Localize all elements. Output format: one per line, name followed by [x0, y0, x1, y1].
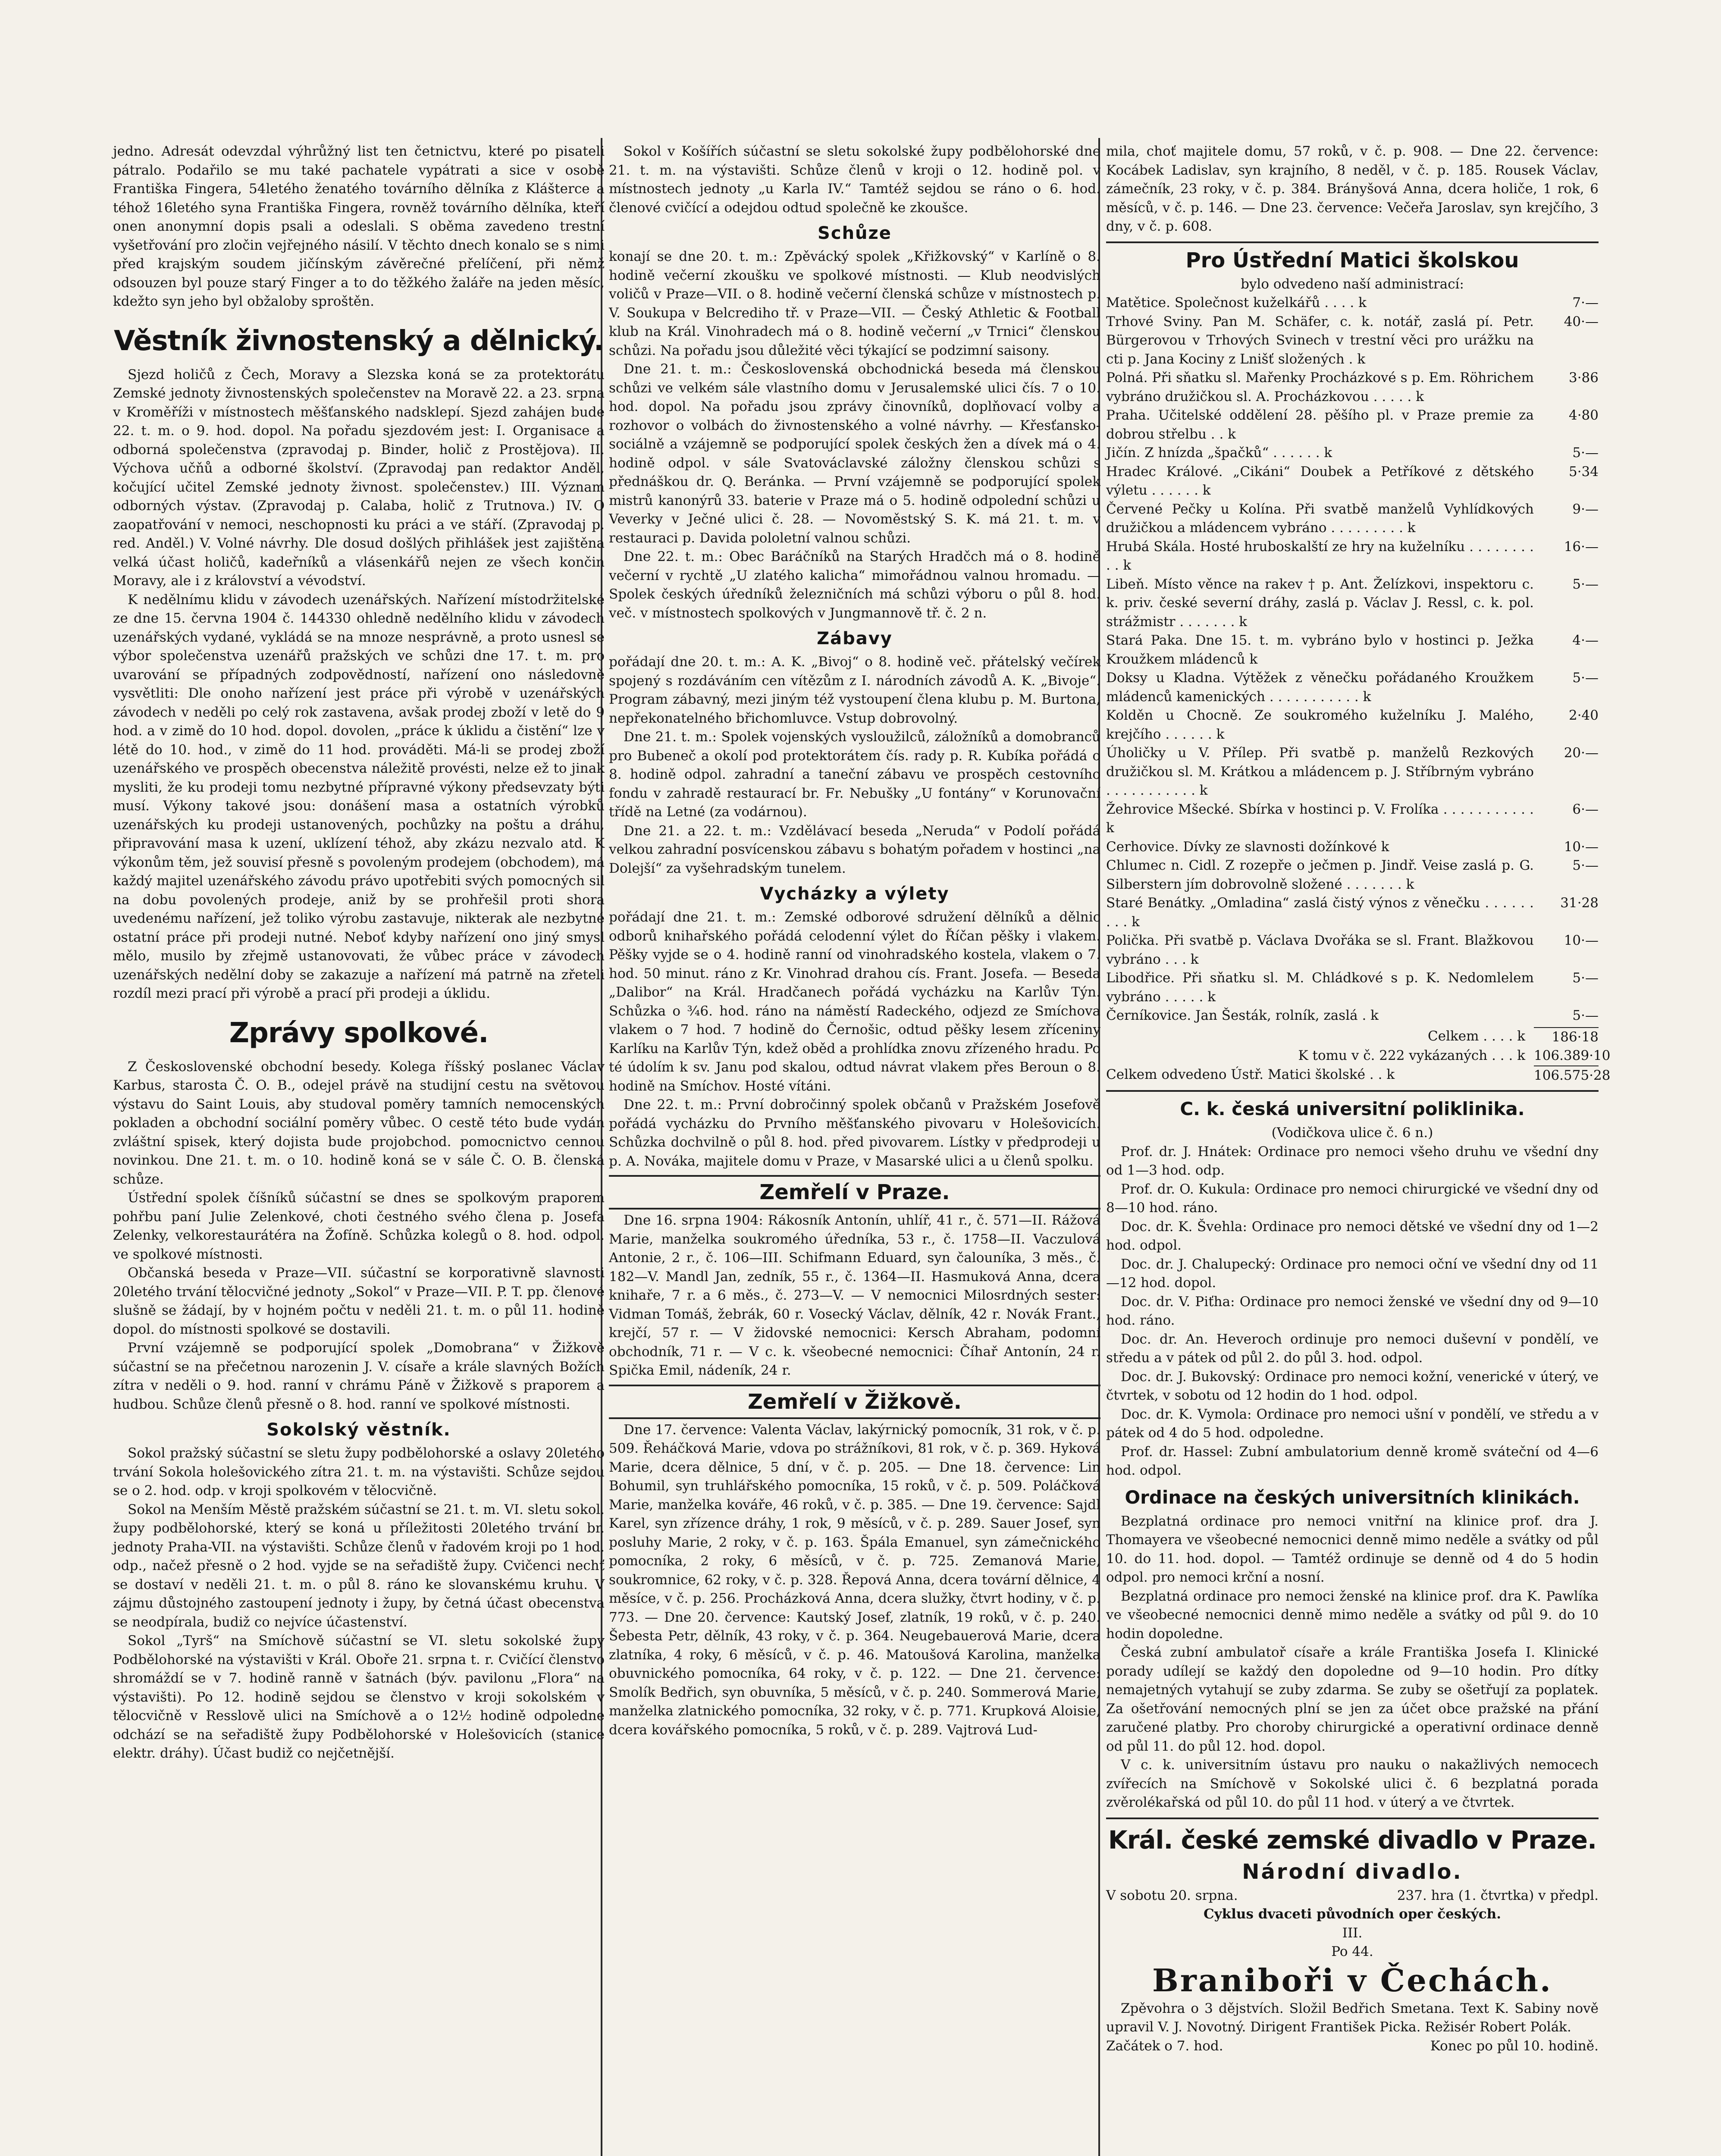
- poliklinika-entry: Doc. dr. J. Bukovský: Ordinace pro nemoci kožní, venerické v úterý, ve čtvrtek, v sobotu od 12 hodin do 1 hod. odpol.: [1106, 1369, 1599, 1403]
- donation-text: Staré Benátky. „Omladina“ zaslá čistý výnos z věnečku . . . . . . . . . k: [1106, 895, 1534, 930]
- theatre-name: Národní divadlo.: [1242, 1859, 1463, 1884]
- donation-amount: 10·—: [1564, 933, 1599, 948]
- performance-date: V sobotu 20. srpna.: [1106, 1887, 1238, 1903]
- performance-title: Braniboři v Čechách.: [1152, 1962, 1552, 1999]
- donation-row: [1106, 894, 1599, 931]
- donation-amount: 5·34: [1568, 464, 1599, 479]
- donation-row: [1106, 575, 1599, 632]
- section-heading-zpravy-spolkove: Zprávy spolkové.: [229, 1017, 489, 1049]
- article-zabavy-21: Dne 21. t. m.: Spolek vojenských vysloužilců, záložníků a domobranců pro Bubeneč a okolí pod protektorátem čís. rady p. R. Kubíka pořádá o 8. hodině odpol. zahradní a taneční zábavu ve prospěch cestovního fondu v zahradě restaurací br. Fr. Nebušky „U fontány“ v Korunovační třídě na Letné (za vodárnou).: [609, 729, 1100, 820]
- ordinace-list: [1106, 1512, 1599, 1812]
- article-zabavy-21-22: Dne 21. a 22. t. m.: Vzdělávací beseda „Neruda“ v Podolí pořádá velkou zahradní posvícenskou zábavu s bohatým pořadem v hostinci „na Dolejší“ za vyšehradským tunelem.: [609, 823, 1100, 876]
- donation-amount: 5·—: [1572, 1008, 1599, 1023]
- donation-amount: 2·40: [1568, 708, 1599, 723]
- section-heading-matice: Pro Ústřední Matici školskou: [1185, 248, 1519, 273]
- column-3: [1106, 142, 1611, 2156]
- grand-total-label: Celkem odvedeno Ústř. Matici školské . . k: [1106, 1066, 1395, 1082]
- previous-amount: 106.389·10: [1534, 1048, 1611, 1063]
- section-heading-zabavy: Zábavy: [817, 629, 893, 649]
- total-amount: 186·18: [1534, 1027, 1599, 1047]
- section-heading-schuze: Schůze: [818, 223, 892, 243]
- donation-row: [1106, 406, 1599, 444]
- matice-donation-list: [1106, 294, 1599, 1025]
- donation-row: [1106, 931, 1599, 969]
- donation-amount: 9·—: [1572, 501, 1599, 517]
- poliklinika-entry: Doc. dr. J. Chalupecký: Ordinace pro nemoci oční ve všední dny od 11—12 hod. dopol.: [1106, 1256, 1599, 1291]
- donation-row: [1106, 500, 1599, 538]
- donation-row: [1106, 744, 1599, 800]
- poliklinika-entry: Doc. dr. K. Vymola: Ordinace pro nemoci ušní v pondělí, ve středu a v pátek od 4 do 5 hod. odpoledne.: [1106, 1406, 1599, 1441]
- article-zemreli-zizkov: Dne 17. července: Valenta Václav, lakýrnický pomocník, 31 rok, v č. p. 509. Řeháčková Marie, vdova po strážníkovi, 81 rok, v č. p. 369. Hyková Marie, dcera dělnice, 5 dní, v č. p. 205. — Dne 18. července: Lin Bohumil, syn truhlářského pomocníka, 15 roků, v č. p. 509. Poláčková Marie, manželka kováře, 46 roků, v č. p. 385. — Dne 19. července: Sajdl Karel, syn zřízence dráhy, 1 rok, 9 měsíců, v č. p. 289. Sauer Josef, syn posluhy Marie, 2 roky, v č. p. 163. Špála Emanuel, syn zámečnického pomocníka, 2 roky, 6 měsíců, v č. p. 725. Zemanová Marie, soukromnice, 62 roky, v č. p. 328. Řepová Anna, dcera tovární dělnice, 4 měsíce, v č. p. 256. Procházková Anna, dcera služky, čtvrt hodiny, v č. p. 773. — Dne 20. července: Kautský Josef, zlatník, 19 roků, v č. p. 240. Šebesta Petr, dělník, 43 roky, v č. p. 364. Neugebauerová Marie, dcera zlatníka, 4 roky, 6 měsíců, v č. p. 46. Matoušová Karolina, manželka obuvnického pomocníka, 64 roky, v č. p. 122. — Dne 21. července: Smolík Bedřich, syn obuvníka, 5 měsíců, v č. p. 240. Sommerová Marie, manželka zlatnického pomocníka, 32 roky, v č. p. 771. Krupková Aloisie, dcera kovářského pomocníka, 5 roků, v č. p. 289. Vajtrová Lud-: [609, 1422, 1100, 1738]
- donation-row: [1106, 969, 1599, 1006]
- donation-text: Chlumec n. Cidl. Z rozepře o ječmen p. Jindř. Veise zaslá p. G. Silberstern jím dobrovolně složené . . . . . . . k: [1106, 858, 1534, 892]
- poliklinika-entry: Doc. dr. An. Heveroch ordinuje pro nemoci duševní v pondělí, ve středu a v pátek od půl 2. do půl 3. hod. odpol.: [1106, 1331, 1599, 1366]
- donation-amount: 5·—: [1572, 445, 1599, 461]
- article-nedelni-klid: K nedělnímu klidu v závodech uzenářských. Nařízení místodržitelské ze dne 15. června 1904 č. 144330 ohledně nedělního klidu v závodech uzenářských vydané, vykládá se na mnoze nesprávně, a proto usnesl se výbor společenstva uzenářů pražských ve schůzi dne 17. t. m. pro uvarování se případných zodpovědností, nařízení ono následovně vysvětliti: Dle onoho nařízení jest práce při výrobě v uzenářských závodech v neděli po celý rok zastavena, avšak prodej zboží v letě do 9 hod. a v zimě do 10 hod. dopol. dovolen, „práce k úklidu a čistění“ lze v létě do 10. hod., v zimě do 11 hod. prováděti. Má-li se prodej zboží uzenářského ve prospěch obecenstva náležitě provésti, nelze ež to jinak mysliti, že ku prodeji tomu nezbytné přípravné výkony předsevzaty býti musí. Výkony takové jsou: donášení masa a ostatních výrobků uzenářských ku prodeji ustanovených, pochůzky na poštu a dráhu, připravování masa k uzení, uklízení téhož, aby zkázu nezvalo atd. K výkonům těm, jež souvisí přesně s povoleným prodejem (obchodem), má každý majitel uzenářského závodu právo upotřebiti svých pomocných sil na dobu povolených prodeje, aniž by se prohřešil proti shora uvedenému nařízení, jež toliko výrobu zastavuje, nikterak ale nezbytné ostatní práce při prodeji nutné. Neboť kdyby nařízení ono jiný smysl mělo, musilo by zřejmě ustanovovati, že vůbec práce v závodech uzenářských nedělní doby se zakazuje a nařízení má patrně na zřeteli rozdíl mezi prací při výrobě a prací při prodeji a úklidu.: [113, 592, 605, 1001]
- donation-text: Matětice. Společnost kuželkářů . . . . k: [1106, 295, 1367, 310]
- donation-row: [1106, 313, 1599, 369]
- donation-text: Černíkovice. Jan Šesták, rolník, zaslá . k: [1106, 1008, 1379, 1023]
- donation-text: Polná. Při sňatku sl. Mařenky Procházkové s p. Em. Röhrichem vybráno družičkou sl. A. Procházkovou . . . . . k: [1106, 370, 1534, 404]
- divider: [1106, 1818, 1599, 1819]
- article-sokol-tyrs: Sokol „Tyrš“ na Smíchově súčastní se VI. sletu sokolské župy Podbělohorské na výstavišti v Král. Oboře 21. srpna t. r. Cvičící členstvo shromáždí se v 7. hodině ranně v šatnách (býv. pavilonu „Flora“ na výstavišti). Po 12. hodině sejdou se členstvo v kroji sokolském v tělocvičně v Resslově ulici na Smíchově a o 12½ hodině odpoledne odchází se na seřadiště župy Podbělohorské v Holešovicích (stanice elektr. dráhy). Účast budiž co nejčetnější.: [113, 1633, 605, 1761]
- article-domobrana: První vzájemně se podporující spolek „Domobrana“ v Žižkově súčastní se na přečetnou narozenin J. V. císaře a krále slavných Božích zítra v neděli o 9. hod. ranní v chrámu Páně v Žižkově s praporem a hudbou. Schůze členů přesně o 8. hod. ranní ve spolkové místnosti.: [113, 1340, 605, 1412]
- article-sjezd-holicu: Sjezd holičů z Čech, Moravy a Slezska koná se za protektorátu Zemské jednoty živnostenských společenstev na Moravě 22. a 23. srpna v Kroměříži v místnostech měšťanského nadsklepí. Sjezd zahájen bude 22. t. m. o 9. hod. dopol. Na pořadu sjezdovém jest: I. Organisace a odborná společenstva (zpravodaj p. Binder, holič z Prostějova). II. Výchova učňů a odborné školství. (Zpravodaj pan redaktor Anděl, kočující učitel Zemské jednoty živnost. společenstev.) III. Význam odborných výstav. (Zpravodaj p. Calaba, holič z Trutnova.) IV. O zaopatřování v nemoci, neschopnosti ku práci a ve stáří. (Zpravodaj p. red. Anděl.) V. Volné návrhy. Dle dosud došlých přihlášek jest zajištěna velká účast holičů, kadeřníků a vlásenkářů nejen ze všech končin Moravy, ale i z království a vévodství.: [113, 367, 605, 589]
- article-sokol-prazsky: Sokol pražský súčastní se sletu župy podbělohorské a oslavy 20letého trvání Sokola holešovického zítra 21. t. m. na výstavišti. Schůze sejdou se o 2. hod. odp. v kroji spolkovém v tělocvičně.: [113, 1445, 605, 1498]
- donation-text: Úholičky u V. Přílep. Při svatbě p. manželů Rezkových družičkou sl. M. Krátkou a mládencem p. J. Stříbrným vybráno . . . . . . . . . . . k: [1106, 745, 1534, 798]
- performance-cycle-number: III.: [1342, 1925, 1363, 1941]
- donation-amount: 16·—: [1564, 539, 1599, 555]
- donation-text: Stará Paka. Dne 15. t. m. vybráno bylo v hostinci p. Ježka Kroužkem mládenců k: [1106, 633, 1534, 667]
- section-heading-zemreli-praha: Zemřelí v Praze.: [609, 1175, 1100, 1210]
- grand-total-amount: 106.575·28: [1534, 1065, 1599, 1085]
- donation-amount: 4·—: [1572, 633, 1599, 648]
- article-schuze-22: Dne 22. t. m.: Obec Baráčníků na Starých Hradčch má o 8. hodině večerní v rychtě „U zlatého kalicha“ mimořádnou valnou hromadu. — Spolek českých úředníků železničních má schůzi výboru o půl 8. hod. več. v místnostech spolkových v Jungmannově tř. č. 2 n.: [609, 549, 1100, 621]
- donation-row: [1106, 294, 1599, 313]
- donation-amount: 20·—: [1564, 745, 1599, 761]
- article-vychazky-22: Dne 22. t. m.: První dobročinný spolek občanů v Pražském Josefově pořádá vycházku do Prvního měšťanského pivovaru v Holešovicích. Schůzka dochvilně o půl 8. hod. před pivovarem. Lístky v předprodeji u p. A. Nováka, majitele domu v Praze, v Masarské ulici a u členů spolku.: [609, 1097, 1100, 1169]
- section-heading-vychazky: Vycházky a výlety: [760, 884, 950, 904]
- ordinace-entry: Bezplatná ordinace pro nemoci ženské na klinice prof. dra K. Pawlíka ve všeobecné nemocnici denně mimo neděle a svátky od půl 9. do 10 hodin dopoledne.: [1106, 1588, 1599, 1642]
- donation-row: [1106, 631, 1599, 669]
- donation-amount: 10·—: [1564, 839, 1599, 855]
- divider: [1106, 1090, 1599, 1092]
- poliklinika-entry: Prof. dr. O. Kukula: Ordinace pro nemoci chirurgické ve všední dny od 8—10 hod. ráno.: [1106, 1181, 1599, 1216]
- divider: [1106, 241, 1599, 243]
- performance-cycle: Cyklus dvaceti původních oper českých.: [1203, 1906, 1502, 1922]
- poliklinika-entry: Doc. dr. V. Piťha: Ordinace pro nemoci ženské ve všední dny od 9—10 hod. ráno.: [1106, 1294, 1599, 1328]
- article-anonymous-letter: jedno. Adresát odevzdal výhrůžný list ten četnictvu, které po pisateli pátralo. Podařilo se mu také pachatele vypátrati a sice v osobě Františka Fingera, 54letého ženatého továrního dělníka z Klášterce a téhož 16letého syna Františka Fingera, rovněž továrního dělníka, kteří onen anonymní dopis psali a odeslali. S oběma zavedeno trestní vyšetřování pro zločin vejřejného násilí. V těchto dnech konalo se s nimi před krajským soudem jičínským závěrečné přelíčení, při němž odsouzen byl pouze starý Finger a to do těžkého žaláře na jeden měsíc, kdežto syn jeho byl obžaloby sproštěn.: [113, 144, 605, 309]
- performance-subscription: 237. hra (1. čtvrtka) v předpl.: [1397, 1887, 1599, 1903]
- section-heading-vestnik: Věstník živnostenský a dělnický.: [114, 325, 604, 357]
- poliklinika-address: (Vodičkova ulice č. 6 n.): [1271, 1125, 1433, 1141]
- matice-subtitle: bylo odvedeno naší administrací:: [1241, 276, 1464, 292]
- section-heading-sokolsky-vestnik: Sokolský věstník.: [266, 1420, 451, 1440]
- performance-end: Konec po půl 10. hodině.: [1430, 2038, 1599, 2054]
- poliklinika-entry: Prof. dr. Hassel: Zubní ambulatorium denně kromě sváteční od 4—6 hod. odpol.: [1106, 1444, 1599, 1478]
- donation-row: [1106, 669, 1599, 706]
- donation-amount: 5·—: [1572, 670, 1599, 686]
- donation-text: Červené Pečky u Kolína. Při svatbě manželů Vyhlídkových družičkou a mládencem vybráno . . . . . . . . . k: [1106, 501, 1534, 536]
- article-zabavy-20: pořádají dne 20. t. m.: A. K. „Bivoj“ o 8. hodině več. přátelský večírek spojený s rozdáváním cen vítězům z I. národních závodů A. K. „Bivoje“. Program zábavný, mezi jiným též vystoupení člena klubu p. M. Burtona, nepřekonatelného břichomluvce. Vstup dobrovolný.: [609, 654, 1100, 726]
- matice-total-row: [1106, 1027, 1599, 1047]
- article-zemreli-zizkov-cont: mila, choť majitele domu, 57 roků, v č. p. 908. — Dne 22. července: Kocábek Ladislav, syn krajního, 8 neděl, v č. p. 185. Rousek Václav, zámečník, 23 roky, v č. p. 384. Brányšová Anna, dcera holiče, 1 rok, 6 měsíců, v č. p. 146. — Dne 23. července: Večeřa Jaroslav, syn krejčího, 3 dny, v č. p. 608.: [1106, 144, 1599, 234]
- donation-row: [1106, 463, 1599, 500]
- donation-row: [1106, 1006, 1599, 1025]
- article-spolek-cisniku: Ústřední spolek číšníků súčastní se dnes se spolkovým praporem pohřbu paní Julie Zelenkové, choti čestného svého člena p. Josefa Zelenky, velkorestaurátéra na Žofíně. Schůzka kolegů o 8. hod. odpol. ve spolkové místnosti.: [113, 1190, 605, 1262]
- section-heading-zemreli-zizkov: Zemřelí v Žižkově.: [609, 1385, 1100, 1419]
- article-obchodni-beseda: Z Československé obchodní besedy. Kolega říšský poslanec Václav Karbus, starosta Č. O. B., odejel právě na studijní cestu na světovou výstavu do Saint Louis, aby studoval poměry tamních nemocenských pokladen a obchodní sociální poměry vůbec. O cestě této bude vydán zvláštní spisek, který dojista bude projobchod. pomocnictvo cennou novinkou. Dne 21. t. m. o 10. hodině koná se v sále Č. O. B. členská schůze.: [113, 1059, 605, 1187]
- poliklinika-entry: Prof. dr. J. Hnátek: Ordinace pro nemoci všeho druhu ve všední dny od 1—3 hod. odp.: [1106, 1144, 1599, 1178]
- donation-text: Hrubá Skála. Hosté hruboskalští ze hry na kuželníku . . . . . . . . . . k: [1106, 539, 1534, 573]
- donation-amount: 6·—: [1572, 801, 1599, 817]
- donation-text: Hradec Králové. „Cikáni“ Doubek a Petříkové z dětského výletu . . . . . . k: [1106, 464, 1534, 498]
- total-label: Celkem . . . . k: [1428, 1028, 1525, 1044]
- article-obcanska-beseda: Občanská beseda v Praze—VII. súčastní se korporativně slavnosti 20letého trvání tělocvičné jednoty „Sokol“ v Praze—VII. P. T. pp. členové slušně se žádají, by v hojném počtu v neděli 21. t. m. o půl 11. hodině dopol. do místnosti spolkové se dostavili.: [113, 1265, 605, 1337]
- column-1: [113, 142, 605, 2156]
- section-heading-poliklinika: C. k. česká universitní poliklinika.: [1180, 1098, 1525, 1119]
- donation-row: [1106, 838, 1599, 857]
- matice-previous-row: [1106, 1047, 1611, 1065]
- donation-row: [1106, 369, 1599, 406]
- article-schuze-20: konají se dne 20. t. m.: Zpěvácký spolek „Křižkovský“ v Karlíně o 8. hodině večerní zkoušku ve spolkové místnosti. — Klub neodvislých voličů v Praze—VII. o 8. hodině večerní členská schůze v místnostech p. V. Soukupa v Belcrediho tř. v Praze—VII. — Český Athletic & Football klub na Král. Vinohradech má o 8. hodině večerní „v Trnici“ členskou schůzi. Na pořadu jsou důležité věci týkající se podzimní saisony.: [609, 249, 1100, 358]
- column-2: [609, 142, 1100, 2156]
- section-heading-ordinace: Ordinace na českých universitních klinikách.: [1125, 1486, 1580, 1508]
- performance-times: [1106, 2037, 1599, 2056]
- matice-grand-total-row: [1106, 1065, 1611, 1085]
- donation-amount: 3·86: [1568, 370, 1599, 385]
- poliklinika-entry: Doc. dr. K. Švehla: Ordinace pro nemoci dětské ve všední dny od 1—2 hod. odpol.: [1106, 1219, 1599, 1253]
- article-sokol-mensi-mesto: Sokol na Menším Městě pražském súčastní se 21. t. m. VI. sletu sokol. župy podbělohorské, který se koná u příležitosti 20letého trvání br. jednoty Praha-VII. na výstavišti. Schůze členů v řadovém kroji po 1 hod. odp., načež přesně o 2 hod. vyjde se na seřadiště župy. Cvičenci nechť se dostaví v neděli 21. t. m. o půl 8. ráno ke slovanskému kruhu. V zájmu důstojného zastoupení jednoty i župy, by četná účast obecenstva se neodpírala, budiž co nejvíce účastenství.: [113, 1501, 605, 1630]
- poliklinika-list: [1106, 1143, 1599, 1480]
- donation-text: Jičín. Z hnízda „špačků“ . . . . . . k: [1106, 445, 1332, 461]
- donation-text: Cerhovice. Dívky ze slavnosti dožínkové k: [1106, 839, 1389, 855]
- donation-text: Trhové Sviny. Pan M. Schäfer, c. k. notář, zaslá pí. Petr. Bürgerovou v Trhových Svinech v trestní věci pro urážku na cti p. Jana Kociny z Lnišť složených . k: [1106, 313, 1534, 367]
- donation-row: [1106, 706, 1599, 744]
- donation-amount: 31·28: [1560, 895, 1599, 911]
- donation-row: [1106, 444, 1599, 463]
- donation-amount: 5·—: [1572, 858, 1599, 873]
- section-heading-divadlo: Král. české zemské divadlo v Praze.: [1108, 1825, 1597, 1855]
- donation-amount: 5·—: [1572, 576, 1599, 592]
- donation-text: Polička. Při svatbě p. Václava Dvořáka se sl. Frant. Blažkovou vybráno . . . k: [1106, 933, 1534, 967]
- donation-text: Žehrovice Mšecké. Sbírka v hostinci p. V. Frolíka . . . . . . . . . . . k: [1106, 801, 1534, 836]
- article-schuze-21: Dne 21. t. m.: Československá obchodnická beseda má členskou schůzi ve velkém sále vlastního domu v Jerusalemské ulici čís. 7 o 10. hod. dopol. Na pořadu jsou zprávy činovníků, doplňovací volby a rozhovor o volbách do živnostenského a volné návrhy. — Křesťansko-sociálně a vzájemně se podporující spolek českých žen a dívek má o 4. hodině odpol. v sále Svatováclavské záložny členskou schůzi s přednáškou dr. Q. Beránka. — První vzájemně se podporující spolek mistrů kanonýrů 33. baterie v Praze má o 5. hodině odpolední schůzi u Veverky v Ječné ulici č. 28. — Novoměstský S. K. má 21. t. m. v restauraci p. Davida pololetní valnou schůzi.: [609, 361, 1100, 546]
- donation-text: Praha. Učitelské oddělení 28. pěšího pl. v Praze premie za dobrou střelbu . . k: [1106, 407, 1534, 442]
- performance-credits: Zpěvohra o 3 dějstvích. Složil Bedřich Smetana. Text K. Sabiny nově upravil V. J. Novotný. Dirigent František Picka. Režisér Robert Polák.: [1106, 2000, 1599, 2035]
- donation-row: [1106, 538, 1599, 575]
- article-vychazky-21: pořádají dne 21. t. m.: Zemské odborové sdružení dělníků a dělnic odborů knihařského pořádá celodenní výlet do Říčan pěšky i vlakem. Pěšky vyjde se o 4. hodině ranní od vinohradského kostela, vlakem o 7. hod. 50 minut. ráno z Kr. Vinohrad drahou cís. Frant. Josefa. — Beseda „Dalibor“ na Král. Hradčanech pořádá vycházku na Karlův Týn. Schůzka o ¾6. hod. ráno na náměstí Radeckého, odjezd ze Smíchova vlakem o 7 hod. 7 hodině do Černošic, odtud pěšky lesem zříceniny Karlíku na Karlův Týn, kdež oběd a prohlídka znovu zřízeného hradu. Po té údolím k sv. Janu pod skalou, odtud návrat vlakem přes Beroun o 8. hodině na Smíchov. Hosté vítáni.: [609, 909, 1100, 1094]
- article-sokol-kosire: Sokol v Košířích súčastní se sletu sokolské župy podbělohorské dne 21. t. m. na výstavišti. Schůze členů v kroji o 12. hodině pol. v místnostech jednoty „u Karla IV.“ Tamtéž sejdou se ráno o 6. hod. členové cvičící a odejdou odtud společně ke zkoušce.: [609, 144, 1100, 216]
- ordinace-entry: V c. k. universitním ústavu pro nauku o nakažlivých nemocech zvířecích na Smíchově v Sokolské ulici č. 6 bezplatná porada zvěrolékařská od půl 10. do půl 11 hod. v úterý a ve čtvrtek.: [1106, 1757, 1599, 1810]
- donation-text: Doksy u Kladna. Výtěžek z věnečku pořádaného Kroužkem mládenců kamenických . . . . . . . . . . . k: [1106, 670, 1534, 705]
- performance-start: Začátek o 7. hod.: [1106, 2038, 1223, 2054]
- donation-amount: 7·—: [1572, 295, 1599, 310]
- ordinace-entry: Česká zubní ambulatoř císaře a krále Františka Josefa I. Klinické porady udílejí se každý den dopoledne od 9—10 hodin. Pro dítky nemajetných vytahují se zuby zdarma. Se zuby se ošetřují za poplatek. Za ošetřování nemocných plní se jen za účet obce pražské na přání zaručené platby. Pro choroby chirurgické a operativní ordinace denně od půl 11. do půl 12. hod. dopol.: [1106, 1645, 1599, 1754]
- donation-row: [1106, 856, 1599, 894]
- donation-text: Kolděn u Chocně. Ze soukromého kuželníku J. Malého, krejčího . . . . . . k: [1106, 708, 1534, 742]
- ordinace-entry: Bezplatná ordinace pro nemoci vnitřní na klinice prof. dra J. Thomayera ve všeobecné nemocnici denně mimo neděle a svátky od půl 10. do 11. hod. dopol. — Tamtéž ordinuje se denně od 4 do 5 hodin odpol. pro nemoci krční a nosní.: [1106, 1513, 1599, 1585]
- article-zemreli-praha: Dne 16. srpna 1904: Rákosník Antonín, uhlíř, 41 r., č. 571—II. Rážová Marie, manželka soukromého úředníka, 53 r., č. 1758—II. Vaczulová Antonie, 2 r., č. 106—III. Schifmann Eduard, syn čalouníka, 3 měs., č. 182—V. Mandl Jan, zedník, 55 r., č. 1364—II. Hasmuková Anna, dcera knihaře, 7 r. a 6 měs., č. 273—V. — V nemocnici Milosrdných sester: Vidman Tomáš, žebrák, 60 r. Vosecký Václav, dělník, 42 r. Novák Frant., krejčí, 57 r. — V židovské nemocnici: Kersch Abraham, podomní obchodník, 71 r. — V c. k. všeobecné nemocnici: Číhař Antonín, 24 r. Spička Emil, nádeník, 24 r.: [609, 1213, 1100, 1378]
- donation-text: Libeň. Místo věnce na rakev † p. Ant. Želízkovi, inspektoru c. k. priv. české severní dráhy, zaslá p. Václav J. Ressl, c. k. pol. strážmistr . . . . . . . k: [1106, 576, 1534, 630]
- donation-text: Libodřice. Při sňatku sl. M. Chládkové s p. K. Nedomlelem vybráno . . . . . k: [1106, 970, 1534, 1005]
- donation-amount: 5·—: [1572, 970, 1599, 986]
- performance-po: Po 44.: [1331, 1944, 1373, 1959]
- previous-label: K tomu v č. 222 vykázaných . . . k: [1298, 1048, 1525, 1063]
- donation-amount: 40·—: [1564, 313, 1599, 329]
- donation-amount: 4·80: [1568, 407, 1599, 423]
- donation-row: [1106, 800, 1599, 838]
- performance-info: [1106, 1887, 1599, 1905]
